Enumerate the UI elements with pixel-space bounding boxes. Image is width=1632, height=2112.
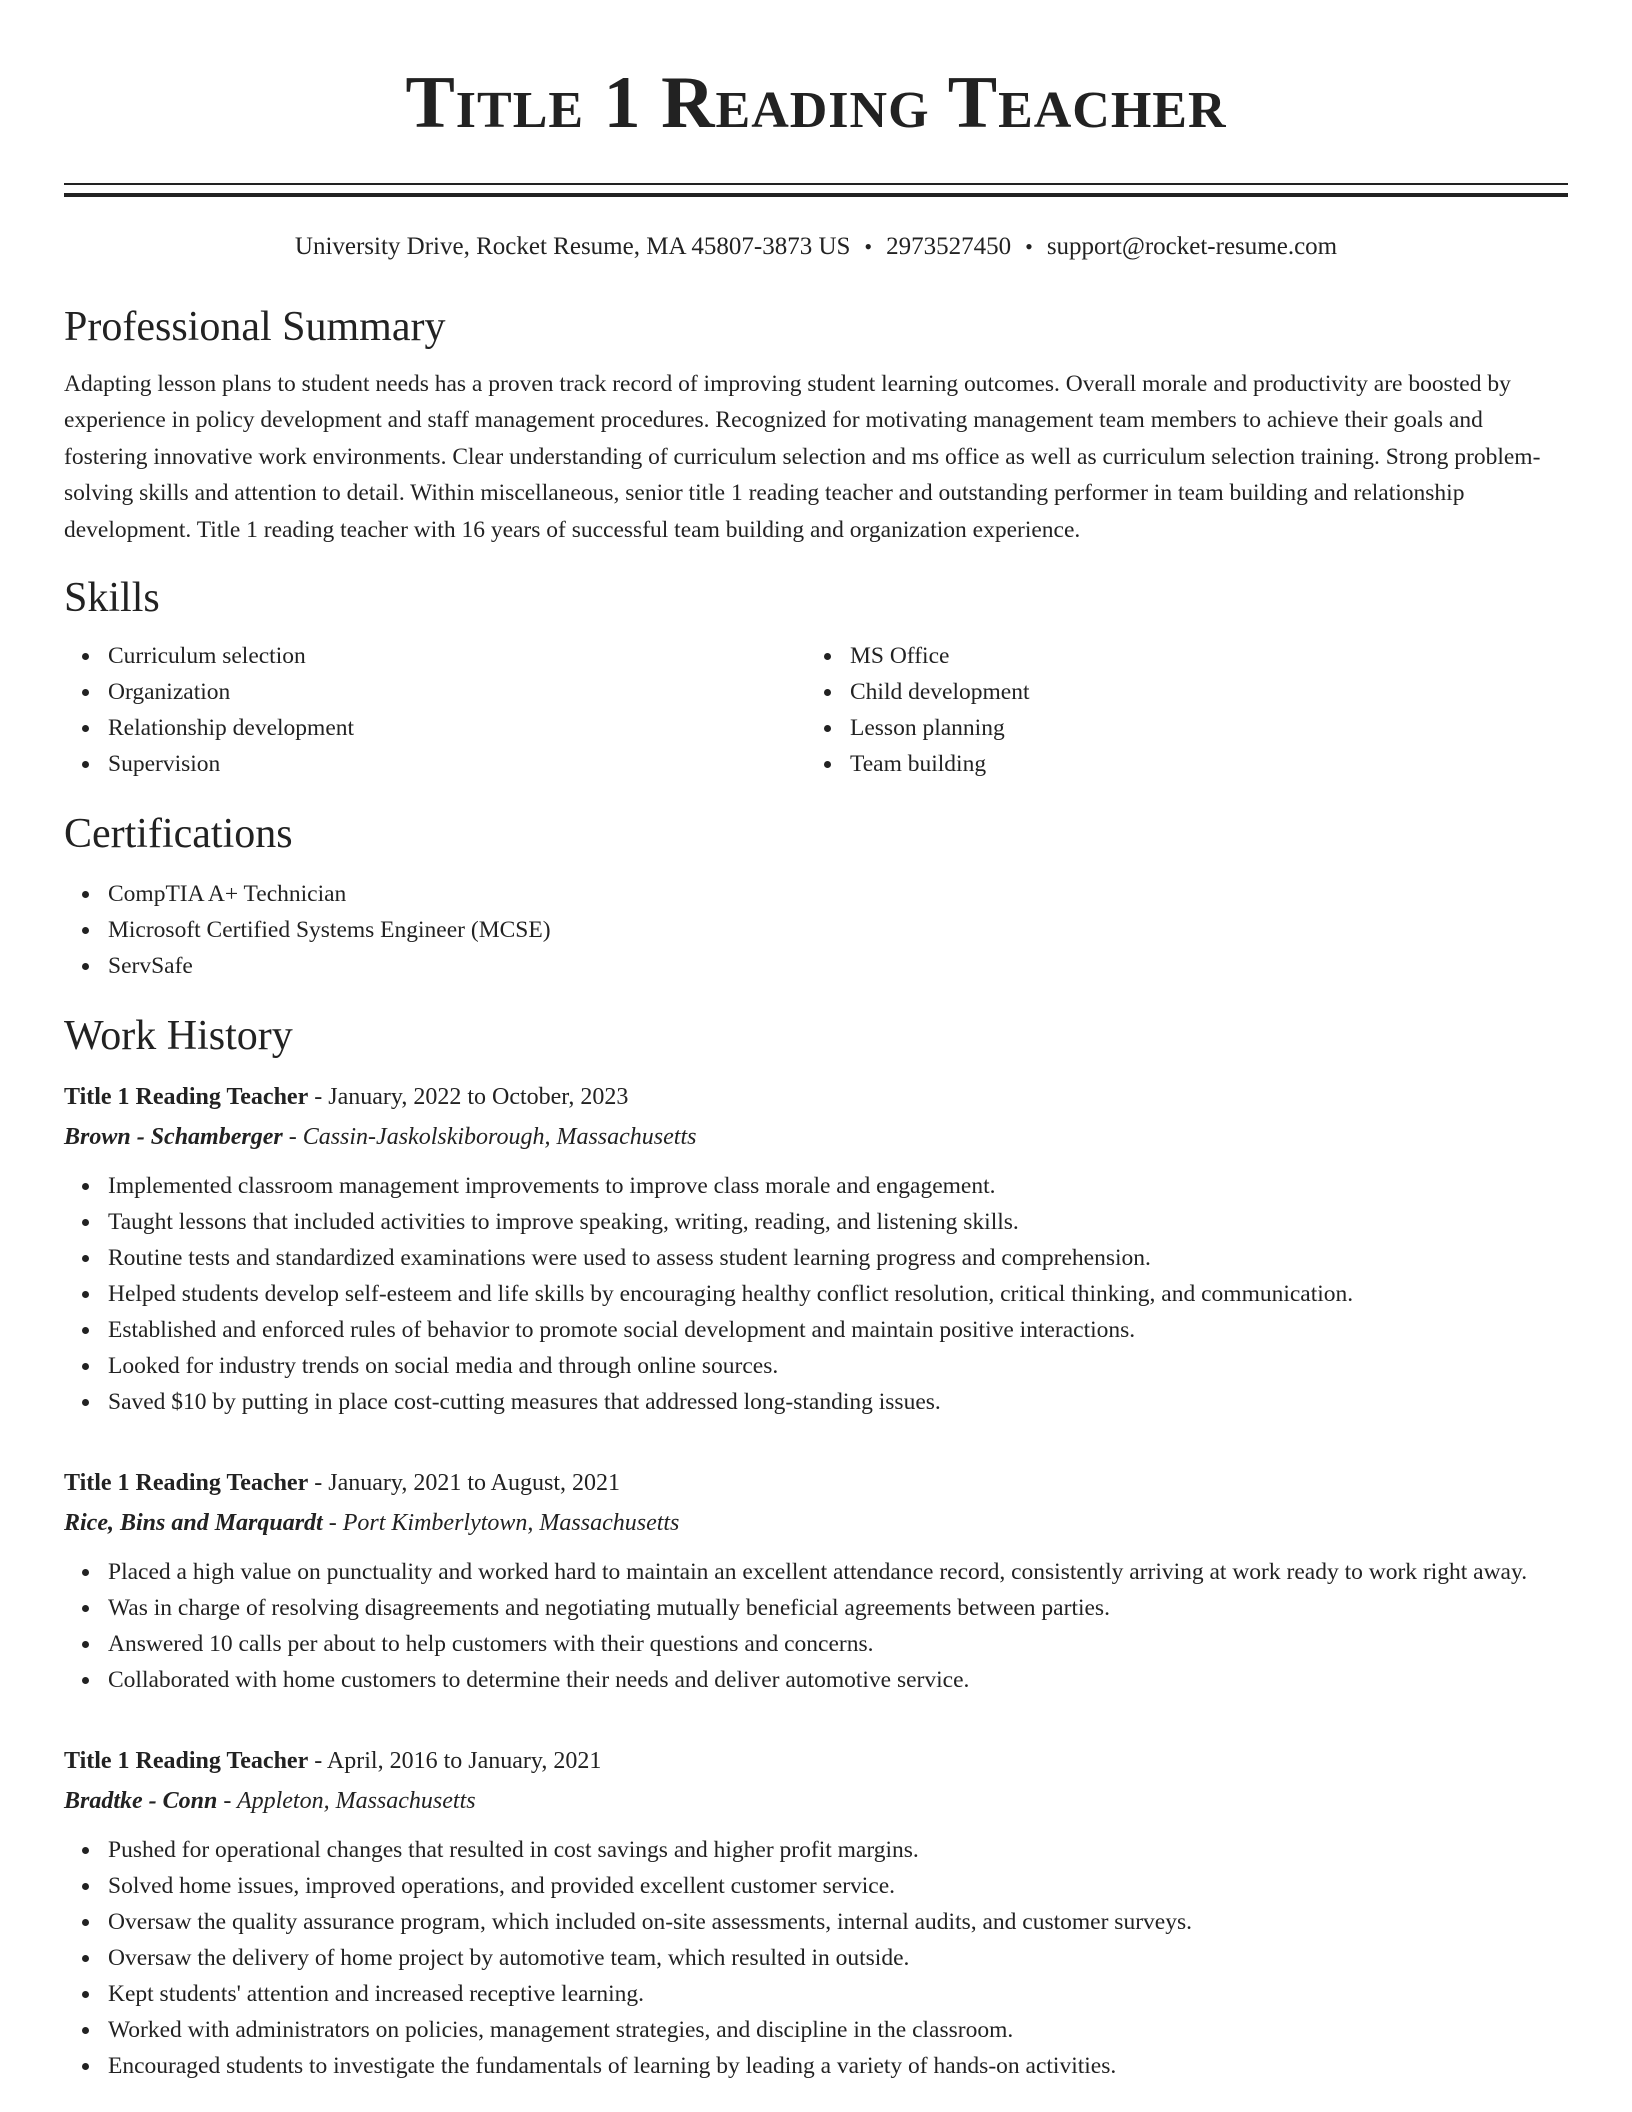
skills-grid bbox=[64, 638, 1568, 782]
job-title: Title 1 Reading Teacher bbox=[64, 1084, 309, 1111]
certifications-heading: Certifications bbox=[64, 811, 293, 858]
job-bullet: Helped students develop self-esteem and life skills by encouraging healthy conflict resolution, critical thinking, and communication. bbox=[108, 1276, 1568, 1312]
job-bullet: Routine tests and standardized examinations were used to assess student learning progress and comprehension. bbox=[108, 1240, 1568, 1276]
certification-item: CompTIA A+ Technician bbox=[108, 876, 1568, 912]
skills-column-right bbox=[806, 638, 1548, 782]
contact-phone: 2973527450 bbox=[886, 233, 1012, 260]
job-entry bbox=[64, 1464, 1568, 1698]
skill-item: Child development bbox=[850, 674, 1548, 710]
summary-text: Adapting lesson plans to student needs has a proven track record of improving student learning outcomes. Overall morale and productivity are boosted by experience in policy development and staff management procedures. Recognized for motivating management team members to achieve their goals and fostering innovative work environments. Clear understanding of curriculum selection and ms office as well as curriculum selection training. Strong problem-solving skills and attention to detail. Within miscellaneous, senior title 1 reading teacher and outstanding performer in team building and relationship development. Title 1 reading teacher with 16 years of successful team building and organization experience. bbox=[64, 371, 1541, 543]
contact-address: University Drive, Rocket Resume, MA 45807-3873 US bbox=[294, 233, 851, 260]
certification-item: ServSafe bbox=[108, 948, 1568, 984]
job-dash: - bbox=[322, 1510, 343, 1537]
resume-title: Title 1 Reading Teacher bbox=[405, 62, 1227, 144]
skill-item: Relationship development bbox=[108, 710, 806, 746]
job-company: Rice, Bins and Marquardt bbox=[64, 1510, 323, 1537]
skill-item: Supervision bbox=[108, 746, 806, 782]
skills-list-left bbox=[64, 638, 806, 782]
job-dash: - bbox=[282, 1124, 303, 1151]
job-entry bbox=[64, 1078, 1568, 1420]
job-bullet: Pushed for operational changes that resulted in cost savings and higher profit margins. bbox=[108, 1832, 1568, 1868]
skills-column-left bbox=[64, 638, 806, 782]
job-bullet: Oversaw the quality assurance program, which included on-site assessments, internal audits, and customer surveys. bbox=[108, 1904, 1568, 1940]
skill-item: Organization bbox=[108, 674, 806, 710]
job-location: Cassin-Jaskolskiborough, Massachusetts bbox=[302, 1124, 697, 1151]
certifications-list bbox=[64, 876, 1568, 984]
job-dates: January, 2021 to August, 2021 bbox=[328, 1470, 620, 1497]
job-company: Brown - Schamberger bbox=[64, 1124, 283, 1151]
job-bullet: Implemented classroom management improvements to improve class morale and engagement. bbox=[108, 1168, 1568, 1204]
job-bullet-list bbox=[64, 1832, 1568, 2084]
job-dash: - bbox=[308, 1084, 329, 1111]
job-company-line bbox=[64, 1780, 1568, 1822]
job-bullet: Answered 10 calls per about to help customers with their questions and concerns. bbox=[108, 1626, 1568, 1662]
job-bullet: Collaborated with home customers to determine their needs and deliver automotive service. bbox=[108, 1662, 1568, 1698]
job-bullet-list bbox=[64, 1554, 1568, 1698]
job-bullet: Was in charge of resolving disagreements and negotiating mutually beneficial agreements between parties. bbox=[108, 1590, 1568, 1626]
job-title-line bbox=[64, 1078, 1568, 1116]
skills-list-right bbox=[806, 638, 1548, 782]
skill-item: MS Office bbox=[850, 638, 1548, 674]
job-dash: - bbox=[217, 1788, 237, 1815]
job-bullet: Oversaw the delivery of home project by automotive team, which resulted in outside. bbox=[108, 1940, 1568, 1976]
job-dates: January, 2022 to October, 2023 bbox=[328, 1084, 629, 1111]
job-title: Title 1 Reading Teacher bbox=[64, 1748, 309, 1775]
job-bullet: Taught lessons that included activities to improve speaking, writing, reading, and listening skills. bbox=[108, 1204, 1568, 1240]
skill-item: Team building bbox=[850, 746, 1548, 782]
job-dash: - bbox=[308, 1748, 327, 1775]
job-bullet: Solved home issues, improved operations, and provided excellent customer service. bbox=[108, 1868, 1568, 1904]
title-double-rule bbox=[64, 183, 1568, 197]
job-bullet: Established and enforced rules of behavior to promote social development and maintain positive interactions. bbox=[108, 1312, 1568, 1348]
contact-email: support@rocket-resume.com bbox=[1046, 233, 1338, 260]
job-bullet: Saved $10 by putting in place cost-cutting measures that addressed long-standing issues. bbox=[108, 1384, 1568, 1420]
job-bullet: Encouraged students to investigate the fundamentals of learning by leading a variety of hands-on activities. bbox=[108, 2048, 1568, 2084]
job-title-line bbox=[64, 1464, 1568, 1502]
job-bullet-list bbox=[64, 1168, 1568, 1420]
job-company-line bbox=[64, 1502, 1568, 1544]
job-bullet: Placed a high value on punctuality and worked hard to maintain an excellent attendance record, consistently arriving at work ready to work right away. bbox=[108, 1554, 1568, 1590]
skill-item: Lesson planning bbox=[850, 710, 1548, 746]
job-bullet: Kept students' attention and increased receptive learning. bbox=[108, 1976, 1568, 2012]
contact-separator: • bbox=[864, 234, 873, 259]
job-title: Title 1 Reading Teacher bbox=[64, 1470, 309, 1497]
job-bullet: Looked for industry trends on social media and through online sources. bbox=[108, 1348, 1568, 1384]
job-entry bbox=[64, 1742, 1568, 2084]
job-dates: April, 2016 to January, 2021 bbox=[326, 1748, 602, 1775]
summary-heading: Professional Summary bbox=[64, 304, 446, 350]
job-location: Port Kimberlytown, Massachusetts bbox=[342, 1510, 680, 1537]
contact-line bbox=[64, 231, 1568, 263]
job-company-line bbox=[64, 1116, 1568, 1158]
job-location: Appleton, Massachusetts bbox=[236, 1788, 476, 1815]
job-dash: - bbox=[308, 1470, 329, 1497]
job-company: Bradtke - Conn bbox=[64, 1788, 218, 1815]
skill-item: Curriculum selection bbox=[108, 638, 806, 674]
job-title-line bbox=[64, 1742, 1568, 1780]
work-history-heading: Work History bbox=[64, 1013, 293, 1060]
certification-item: Microsoft Certified Systems Engineer (MCSE) bbox=[108, 912, 1568, 948]
skills-heading: Skills bbox=[64, 575, 160, 622]
contact-separator: • bbox=[1025, 234, 1033, 259]
job-bullet: Worked with administrators on policies, management strategies, and discipline in the classroom. bbox=[108, 2012, 1568, 2048]
